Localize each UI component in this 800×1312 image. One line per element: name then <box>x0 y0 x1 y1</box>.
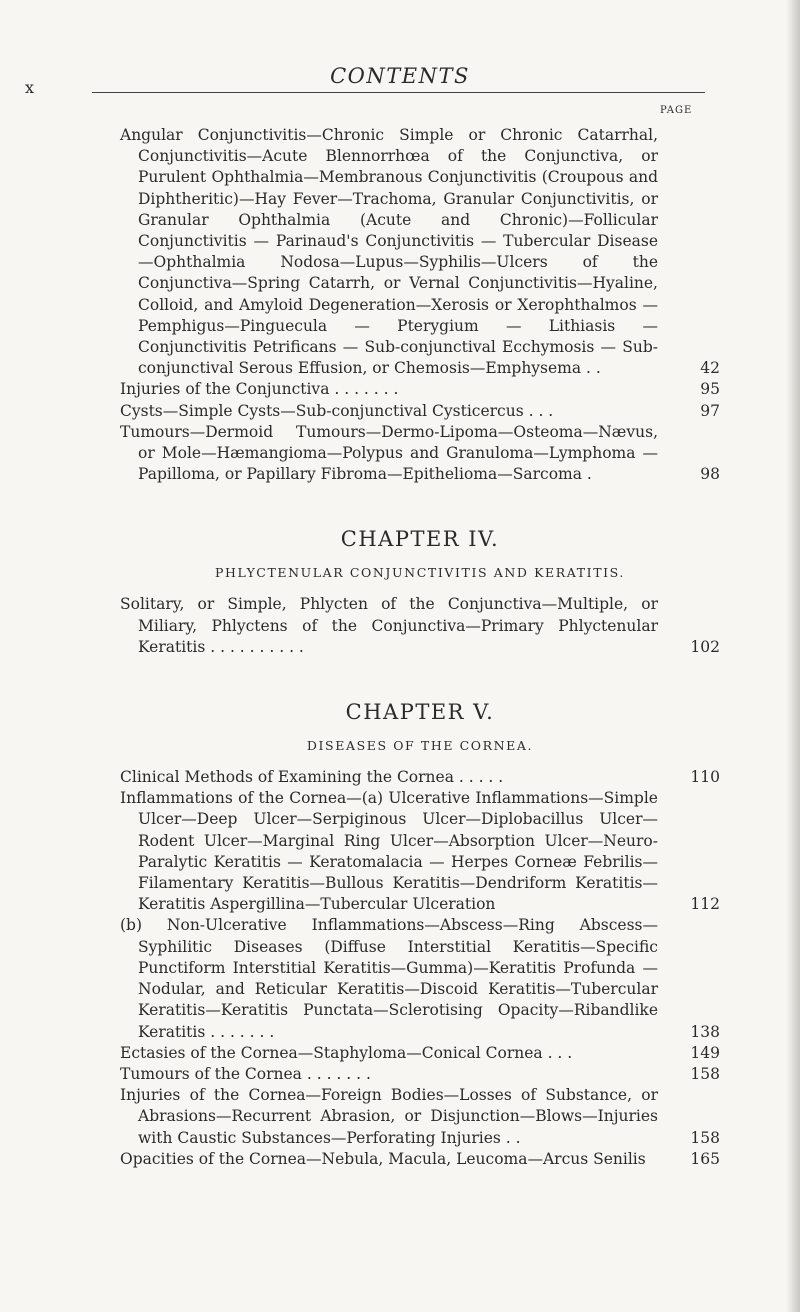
toc-entry-page: 149 <box>690 1043 720 1062</box>
toc-entry <box>120 125 720 379</box>
page-edge-shadow <box>786 0 800 1312</box>
section-continuation <box>120 125 720 485</box>
toc-entry <box>120 1064 720 1085</box>
toc-entry <box>120 1043 720 1064</box>
toc-entry-page: 138 <box>690 1022 720 1041</box>
toc-entry <box>120 422 720 486</box>
section-chapter-5 <box>120 767 720 1170</box>
header-rule <box>92 92 705 93</box>
toc-entry <box>120 379 720 400</box>
toc-entry-text: Tumours—Dermoid Tumours—Dermo-Lipoma—Osteoma—Nævus, or Mole—Hæmangioma—Polypus and Granuloma—Lymphoma —Papilloma, or Papillary Fibroma—Epithelioma—Sarcoma . <box>120 422 658 484</box>
toc-entry <box>120 1149 720 1170</box>
toc-entry <box>120 788 720 915</box>
toc-entry-text: Opacities of the Cornea—Nebula, Macula, Leucoma—Arcus Senilis <box>120 1149 646 1168</box>
toc-entry-page: 112 <box>690 895 720 914</box>
chapter-title: CHAPTER V. <box>345 700 495 725</box>
toc-entry-page: 110 <box>690 768 720 787</box>
toc-entry-text: Solitary, or Simple, Phlycten of the Conjunctiva—Multiple, or Miliary, Phlyctens of the Conjunctiva—Primary Phlyctenular Keratitis . . . . . . . . . . <box>120 595 658 656</box>
contents-body <box>120 125 720 1170</box>
chapter-heading <box>120 527 720 580</box>
page-column-label: PAGE <box>660 105 693 116</box>
toc-entry-page: 95 <box>700 380 720 399</box>
chapter-subtitle: PHLYCTENULAR CONJUNCTIVITIS AND KERATITIS. <box>215 565 625 581</box>
toc-entry-text: Angular Conjunctivitis—Chronic Simple or Chronic Catarrhal, Conjunctivitis—Acute Blennorrhœa of the Conjunctiva, or Purulent Ophthalmia—Membranous Conjunctivitis (Croupous and Diphtheritic)—Hay Fever—Trachoma, Granular Conjunctivitis, or Granular Ophthalmia (Acute and Chronic)—Follicular Conjunctivitis — Parinaud's Conjunctivitis — Tubercular Disease—Ophthalmia Nodosa—Lupus—Syphilis—Ulcers of the Conjunctiva—Spring Catarrh, or Vernal Conjunctivitis—Hyaline, Colloid, and Amyloid Degeneration—Xerosis or Xerophthalmos — Pemphigus—Pinguecula — Pterygium — Lithiasis — Conjunctivitis Petrificans — Sub-conjunctival Ecchymosis — Sub-conjunctival Serous Effusion, or Chemosis—Emphysema . . <box>120 126 658 378</box>
toc-entry-page: 98 <box>700 465 720 484</box>
running-head: CONTENTS <box>330 64 470 88</box>
toc-entry-text: Ectasies of the Cornea—Staphyloma—Conical Cornea . . . <box>120 1043 573 1062</box>
toc-entry-text: (b) Non-Ulcerative Inflammations—Abscess—Ring Abscess—Syphilitic Diseases (Diffuse Interstitial Keratitis—Specific Punctiform Interstitial Keratitis—Gumma)—Keratitis Profunda —Nodular, and Reticular Keratitis—Discoid Keratitis—Tubercular Keratitis—Keratitis Punctata—Sclerotising Opacity—Ribandlike Keratitis . . . . . . . <box>120 916 658 1041</box>
toc-entry-text: Injuries of the Cornea—Foreign Bodies—Losses of Substance, or Abrasions—Recurrent Abrasion, or Disjunction—Blows—Injuries with Caustic Substances—Perforating Injuries . . <box>120 1086 658 1147</box>
toc-entry-text: Cysts—Simple Cysts—Sub-conjunctival Cysticercus . . . <box>120 401 554 420</box>
toc-entry-text: Inflammations of the Cornea—(a) Ulcerative Inflammations—Simple Ulcer—Deep Ulcer—Serpiginous Ulcer—Diplobacillus Ulcer—Rodent Ulcer—Marginal Ring Ulcer—Absorption Ulcer—Neuro-Paralytic Keratitis — Keratomalacia — Herpes Corneæ Febrilis—Filamentary Keratitis—Bullous Keratitis—Dendriform Keratitis—Keratitis Aspergillina—Tubercular Ulceration <box>120 789 658 914</box>
chapter-title: CHAPTER IV. <box>340 527 500 552</box>
toc-entry-page: 158 <box>690 1128 720 1147</box>
toc-entry-page: 42 <box>700 359 720 378</box>
section-chapter-4 <box>120 594 720 658</box>
roman-page-number: x <box>25 78 35 97</box>
toc-entry-page: 165 <box>690 1149 720 1168</box>
toc-entry <box>120 767 720 788</box>
toc-entry-text: Clinical Methods of Examining the Cornea . . . . . <box>120 768 504 787</box>
toc-entry <box>120 915 720 1042</box>
toc-entry-text: Tumours of the Cornea . . . . . . . <box>120 1064 371 1083</box>
toc-entry-page: 158 <box>690 1064 720 1083</box>
toc-entry <box>120 401 720 422</box>
toc-entry-text: Injuries of the Conjunctiva . . . . . . . <box>120 380 399 399</box>
toc-entry <box>120 1085 720 1149</box>
chapter-heading <box>120 700 720 753</box>
toc-entry-page: 97 <box>700 401 720 420</box>
toc-entry-page: 102 <box>690 637 720 656</box>
chapter-subtitle: DISEASES OF THE CORNEA. <box>306 738 534 754</box>
toc-entry <box>120 594 720 658</box>
